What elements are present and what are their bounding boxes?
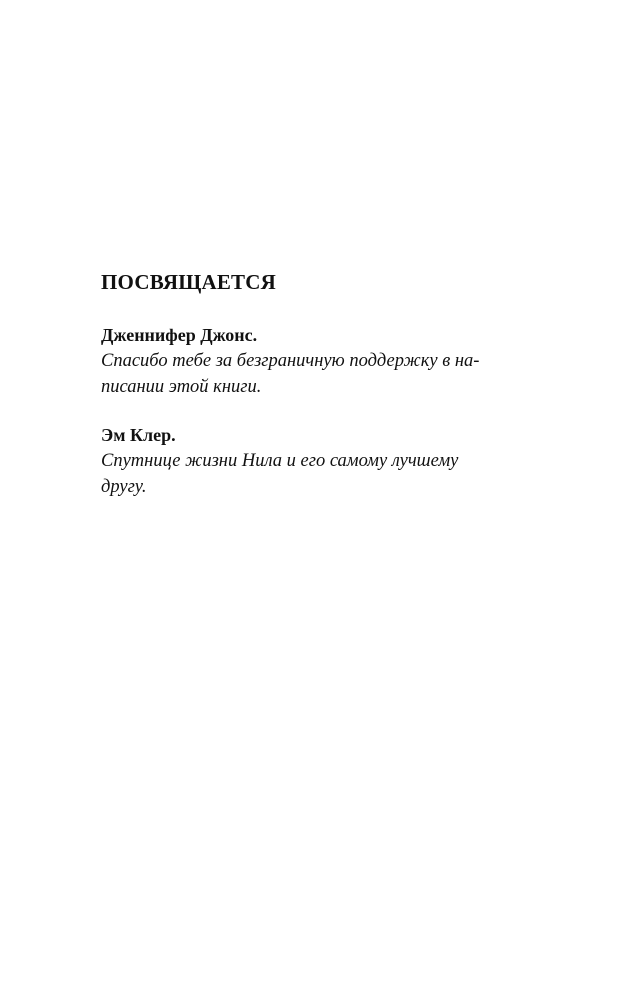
- dedication-name: Эм Клер.: [101, 425, 176, 445]
- dedication-text-line: Спутнице жизни Нила и его самому лучшему: [101, 451, 459, 471]
- dedication-section: [101, 268, 541, 522]
- dedication-text-line: писании этой книги.: [101, 377, 262, 397]
- dedication-heading: ПОСВЯЩАЕТСЯ: [101, 270, 276, 294]
- dedication-text-line: другу.: [101, 477, 147, 497]
- dedication-text-line: Спасибо тебе за безграничную поддержку в на-: [101, 351, 480, 371]
- dedication-entry: [101, 422, 541, 500]
- dedication-name: Дженнифер Джонс.: [101, 325, 258, 345]
- dedication-entry: [101, 322, 541, 400]
